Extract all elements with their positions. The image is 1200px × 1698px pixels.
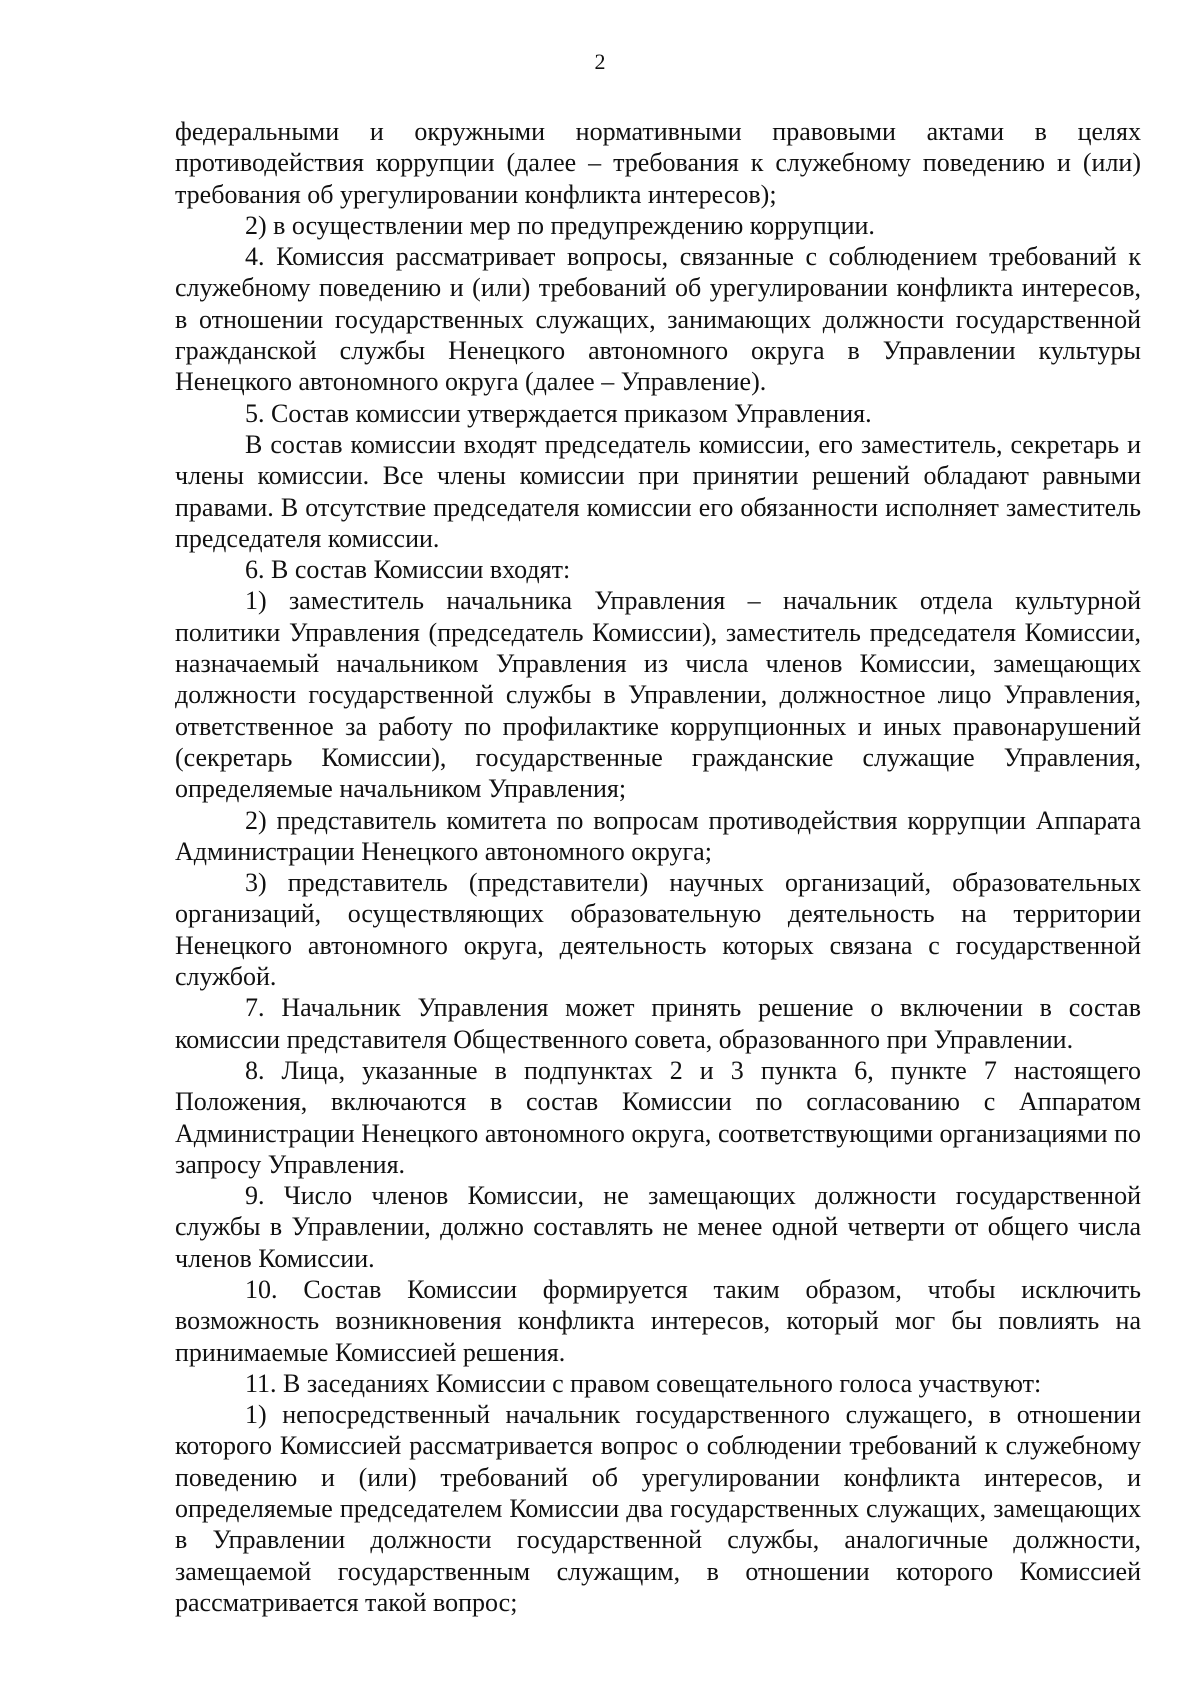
page-number: 2 xyxy=(594,49,606,74)
paragraph-9: 9. Число членов Комиссии, не замещающих должности государственной службы в Управлении, должно составлять не менее одной четверти от общего числа членов Комиссии. xyxy=(175,1181,1141,1273)
paragraph-5: 5. Состав комиссии утверждается приказом Управления. xyxy=(245,398,872,428)
paragraph-6-2: 2) представитель комитета по вопросам противодействия коррупции Аппарата Администрации Ненецкого автономного округа; xyxy=(175,805,1141,866)
paragraph-3-2: 2) в осуществлении мер по предупреждению коррупции. xyxy=(245,210,875,240)
paragraph-8: 8. Лица, указанные в подпунктах 2 и 3 пункта 6, пункте 7 настоящего Положения, включаются в состав Комиссии по согласованию с Аппаратом Администрации Ненецкого автономного округа, соответствующими организациями по запросу Управления. xyxy=(175,1055,1141,1179)
paragraph-10: 10. Состав Комиссии формируется таким образом, чтобы исключить возможность возникновения конфликта интересов, который мог бы повлиять на принимаемые Комиссией решения. xyxy=(175,1274,1141,1367)
paragraph-4: 4. Комиссия рассматривает вопросы, связанные с соблюдением требований к служебному поведению и (или) требований об урегулировании конфликта интересов, в отношении государственных служащих, занимающих должности государственной гражданской службы Ненецкого автономного округа в Управлении культуры Ненецкого автономного округа (далее – Управление). xyxy=(175,242,1141,397)
paragraph-continuation: федеральными и окружными нормативными правовыми актами в целях противодействия коррупции (далее – требования к служебному поведению и (или) требования об урегулировании конфликта интересов); xyxy=(175,117,1141,209)
paragraph-5-composition: В состав комиссии входят председатель комиссии, его заместитель, секретарь и члены комиссии. Все члены комиссии при принятии решений обладают равными правами. В отсутствие председателя комиссии его обязанности исполняет заместитель председателя комиссии. xyxy=(175,429,1141,553)
paragraph-6-3: 3) представитель (представители) научных организаций, образовательных организаций, осуществляющих образовательную деятельность на территории Ненецкого автономного округа, деятельность которых связана с государственной службой. xyxy=(175,868,1141,992)
paragraph-6-1: 1) заместитель начальника Управления – начальник отдела культурной политики Управления (председатель Комиссии), заместитель председателя Комиссии, назначаемый начальником Управления из числа членов Комиссии, замещающих должности государственной службы в Управлении, должностное лицо Управления, ответственное за работу по профилактике коррупционных и иных правонарушений (секретарь Комиссии), государственные гражданские служащие Управления, определяемые начальником Управления; xyxy=(175,586,1141,804)
paragraph-11: 11. В заседаниях Комиссии с правом совещательного голоса участвуют: xyxy=(245,1368,1042,1398)
document-body xyxy=(175,116,1141,1618)
paragraph-6: 6. В состав Комиссии входят: xyxy=(245,555,571,585)
paragraph-7: 7. Начальник Управления может принять решение о включении в состав комиссии представителя Общественного совета, образованного при Управлении. xyxy=(175,993,1141,1054)
paragraph-11-1: 1) непосредственный начальник государственного служащего, в отношении которого Комиссией рассматривается вопрос о соблюдении требований к служебному поведению и (или) требований об урегулировании конфликта интересов, и определяемые председателем Комиссии два государственных служащих, замещающих в Управлении должности государственной службы, аналогичные должности, замещаемой государственным служащим, в отношении которого Комиссией рассматривается такой вопрос; xyxy=(175,1400,1141,1617)
